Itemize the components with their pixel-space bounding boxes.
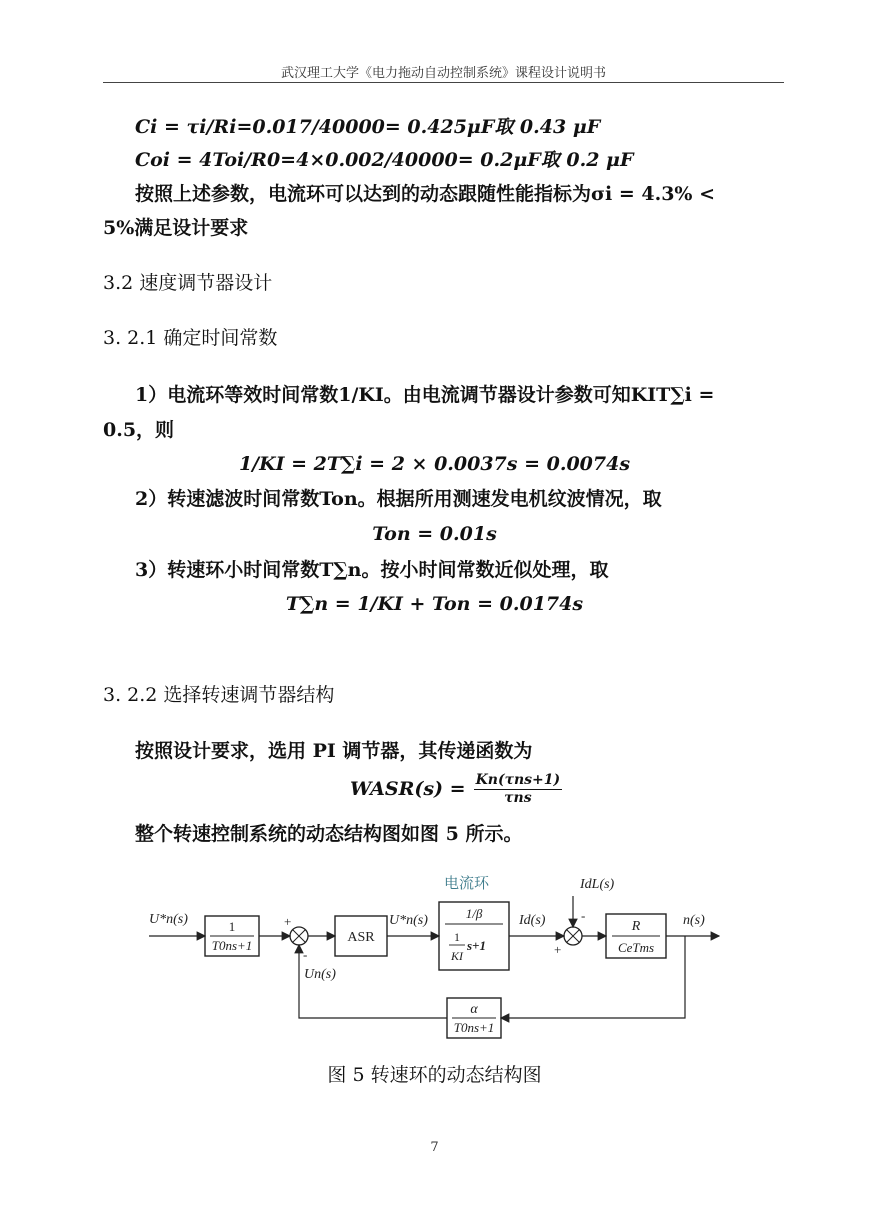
filter-denominator: T0ns+1: [211, 938, 253, 953]
section-3-2-1-heading: 3. 2.1 确定时间常数: [103, 327, 278, 349]
header-rule: [103, 82, 784, 83]
feedback-numerator: α: [470, 1002, 478, 1017]
item-3-text: 3）转速环小时间常数T∑n。按小时间常数近似处理，取: [135, 559, 609, 581]
input-label: U*n(s): [149, 912, 188, 927]
figure-caption: 图 5 转速环的动态结构图: [327, 1064, 542, 1086]
tf-lhs: WASR(s) =: [350, 777, 466, 800]
item-2-text: 2）转速滤波时间常数Ton。根据所用测速发电机纹波情况，取: [135, 488, 662, 510]
output-label: n(s): [683, 913, 705, 928]
equation-ki: 1/KI = 2T∑i = 2 × 0.0037s = 0.0074s: [238, 453, 631, 475]
current-loop-numerator: 1/β: [465, 906, 483, 921]
section-3-2-2-heading: 3. 2.2 选择转速调节器结构: [103, 684, 335, 706]
item-1-continuation: 0.5，则: [103, 419, 175, 441]
sum2-minus: -: [581, 908, 586, 923]
tf-fraction: [474, 772, 563, 807]
coi-equation: Coi = 4Toi/R0=4×0.002/40000= 0.2μF取 0.2 μF: [135, 149, 634, 171]
section-3-2-heading: 3.2 速度调节器设计: [103, 272, 273, 294]
performance-text-1: 按照上述参数，电流环可以达到的动态跟随性能指标为σi = 4.3% <: [135, 183, 716, 205]
equation-tsum-n: T∑n = 1/KI + Ton = 0.0174s: [285, 593, 584, 615]
filter-numerator: 1: [228, 919, 236, 934]
sum1-plus: +: [284, 914, 292, 929]
sum2-plus: +: [554, 942, 562, 957]
plant-numerator: R: [631, 919, 641, 934]
current-loop-inner-numerator: 1: [454, 930, 460, 944]
current-loop-tail: s+1: [467, 938, 486, 953]
load-current-label: IdL(s): [580, 877, 615, 892]
block-diagram: [147, 868, 722, 1048]
current-loop-inner-denominator: KI: [451, 949, 463, 963]
asr-label: ASR: [347, 930, 375, 945]
page-number: 7: [430, 1140, 439, 1155]
ci-equation: Ci = τi/Ri=0.017/40000= 0.425μF取 0.43 μF: [135, 116, 601, 138]
feedback-path-right: [501, 936, 685, 1018]
structure-text: 整个转速控制系统的动态结构图如图 5 所示。: [135, 823, 523, 845]
tf-numerator: Kn(τns+1): [475, 772, 561, 788]
page-header: 武汉理工大学《电力拖动自动控制系统》课程设计说明书: [280, 66, 606, 81]
current-loop-label: 电流环: [444, 876, 490, 892]
plant-denominator: CeTms: [617, 940, 655, 955]
current-label: Id(s): [519, 913, 546, 928]
equation-ton: Ton = 0.01s: [372, 523, 497, 545]
item-1-text: 1）电流环等效时间常数1/KI。由电流调节器设计参数可知KIT∑i =: [135, 384, 715, 406]
transfer-function: [350, 772, 562, 807]
feedback-denominator: T0ns+1: [453, 1020, 495, 1035]
feedback-label: Un(s): [304, 967, 336, 982]
pi-text: 按照设计要求，选用 PI 调节器，其传递函数为: [135, 740, 533, 762]
asr-output-label: U*n(s): [389, 913, 428, 928]
performance-text-2: 5%满足设计要求: [103, 217, 249, 239]
sum1-minus: -: [303, 947, 308, 962]
tf-denominator: τns: [504, 789, 532, 806]
